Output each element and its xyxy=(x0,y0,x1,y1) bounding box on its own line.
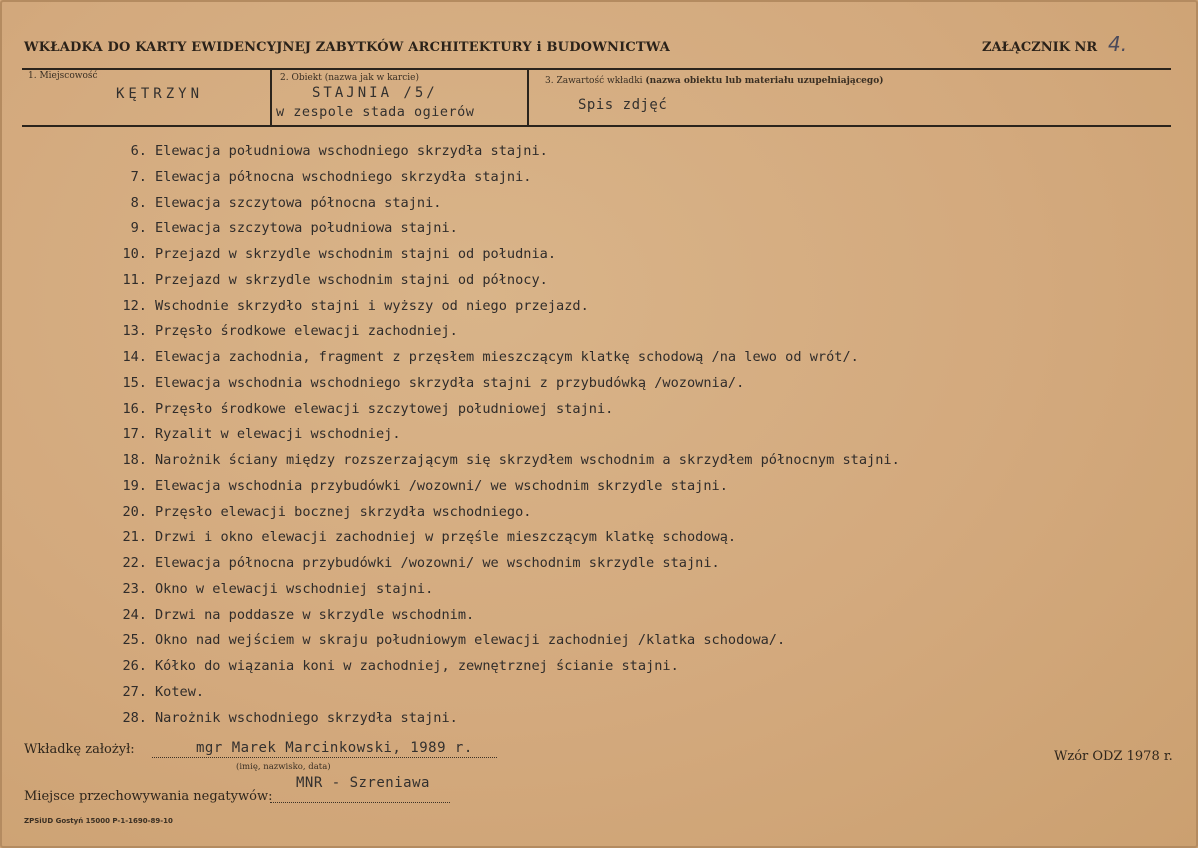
list-item-text: Kotew. xyxy=(155,683,205,700)
locality-value: KĘTRZYN xyxy=(116,86,204,102)
list-item-number: 22. xyxy=(122,555,147,571)
list-item-text: Elewacja północna przybudówki /wozowni/ we wschodnim skrzydle stajni. xyxy=(155,555,720,571)
field-divider-1 xyxy=(270,69,272,125)
list-item-text: Elewacja południowa wschodniego skrzydła stajni. xyxy=(155,143,548,159)
list-item-number: 10. xyxy=(122,246,147,262)
list-item-number: 20. xyxy=(122,503,147,520)
list-item-text: Okno w elewacji wschodniej stajni. xyxy=(155,580,434,597)
list-item-number: 14. xyxy=(122,349,147,365)
storage-label: Miejsce przechowywania negatywów: xyxy=(24,789,273,804)
list-item-number: 23. xyxy=(122,580,147,597)
annex-number: 4. xyxy=(1108,32,1128,56)
list-item-text: Elewacja wschodnia przybudówki /wozowni/ we wschodnim skrzydle stajni. xyxy=(155,477,728,494)
list-item-number: 21. xyxy=(122,529,147,546)
list-item-number: 18. xyxy=(122,452,147,468)
list-item-text: Przęsło środkowe elewacji zachodniej. xyxy=(155,323,458,340)
list-item-text: Okno nad wejściem w skraju południowym elewacji zachodniej /klatka schodowa/. xyxy=(155,632,786,649)
content-label-note: (nazwa obiektu lub materiału uzupełniającego) xyxy=(645,76,884,86)
list-item-text: Kółko do wiązania koni w zachodniej, zewnętrznej ścianie stajni. xyxy=(155,658,679,674)
object-label: 2. Obiekt (nazwa jak w karcie) xyxy=(280,73,419,83)
annex-label: ZAŁĄCZNIK NR xyxy=(982,40,1098,55)
list-item-number: 24. xyxy=(122,606,147,623)
form-model-label: Wzór ODZ 1978 r. xyxy=(1054,749,1173,764)
list-item-text: Narożnik wschodniego skrzydła stajni. xyxy=(155,709,458,726)
storage-value: MNR - Szreniawa xyxy=(296,775,430,791)
list-item-text: Przejazd w skrzydle wschodnim stajni od północy. xyxy=(155,271,548,288)
list-item-text: Elewacja zachodnia, fragment z przęsłem mieszczącym klatkę schodową /na lewo od wrót/. xyxy=(155,349,859,365)
list-item-text: Przejazd w skrzydle wschodnim stajni od południa. xyxy=(155,246,557,262)
list-item-number: 27. xyxy=(122,683,147,700)
list-item-number: 26. xyxy=(122,658,147,674)
list-item-text: Elewacja wschodnia wschodniego skrzydła stajni z przybudówką /wozownia/. xyxy=(155,374,745,391)
list-item-number: 17. xyxy=(122,426,147,443)
object-value-line2: w zespole stada ogierów xyxy=(276,104,475,120)
list-item-text: Elewacja szczytowa południowa stajni. xyxy=(155,220,458,237)
list-item-text: Drzwi na poddasze w skrzydle wschodnim. xyxy=(155,606,475,623)
header-bottom-rule xyxy=(22,125,1171,127)
field-divider-2 xyxy=(527,69,529,125)
object-value-line1: STAJNIA /5/ xyxy=(312,85,438,101)
list-item-number: 11. xyxy=(122,271,147,288)
list-item-number: 28. xyxy=(122,709,147,726)
list-item-text: Narożnik ściany między rozszerzającym się skrzydłem wschodnim a skrzydłem północnym stajni. xyxy=(155,452,900,468)
header-top-rule xyxy=(22,68,1171,70)
list-item-number: 9. xyxy=(130,220,147,237)
list-item-number: 19. xyxy=(122,477,147,494)
list-item-text: Ryzalit w elewacji wschodniej. xyxy=(155,426,401,443)
list-item-number: 15. xyxy=(122,374,147,391)
content-value: Spis zdjęć xyxy=(578,97,668,113)
author-label: Wkładkę założył: xyxy=(24,742,135,757)
list-item-number: 13. xyxy=(122,323,147,340)
author-value: mgr Marek Marcinkowski, 1989 r. xyxy=(196,740,473,756)
list-item-text: Drzwi i okno elewacji zachodniej w przęśle mieszczącym klatkę schodową. xyxy=(155,529,737,546)
list-item-number: 16. xyxy=(122,400,147,417)
list-item-number: 7. xyxy=(130,168,147,185)
list-item-text: Przęsło środkowe elewacji szczytowej południowej stajni. xyxy=(155,400,614,417)
list-item-number: 6. xyxy=(130,143,147,159)
printer-note: ZPSiUD Gostyń 15000 P-1-1690-89-10 xyxy=(24,817,173,825)
list-item-text: Elewacja szczytowa północna stajni. xyxy=(155,194,442,211)
locality-label: 1. Miejscowość xyxy=(28,71,98,81)
list-item-number: 25. xyxy=(122,632,147,649)
list-item-text: Wschodnie skrzydło stajni i wyższy od niego przejazd. xyxy=(155,297,589,314)
content-label-main: 3. Zawartość wkładki xyxy=(545,76,643,86)
author-hint: (imię, nazwisko, data) xyxy=(236,762,331,772)
list-item-number: 12. xyxy=(122,297,147,314)
list-item-number: 8. xyxy=(130,194,147,211)
author-dotted-line xyxy=(152,757,497,758)
storage-dotted-line xyxy=(270,802,450,803)
list-item-text: Przęsło elewacji bocznej skrzydła wschodniego. xyxy=(155,503,532,520)
list-item-text: Elewacja północna wschodniego skrzydła stajni. xyxy=(155,168,532,185)
form-title: WKŁADKA DO KARTY EWIDENCYJNEJ ZABYTKÓW ARCHITEKTURY i BUDOWNICTWA xyxy=(24,40,671,55)
content-label xyxy=(545,76,883,86)
